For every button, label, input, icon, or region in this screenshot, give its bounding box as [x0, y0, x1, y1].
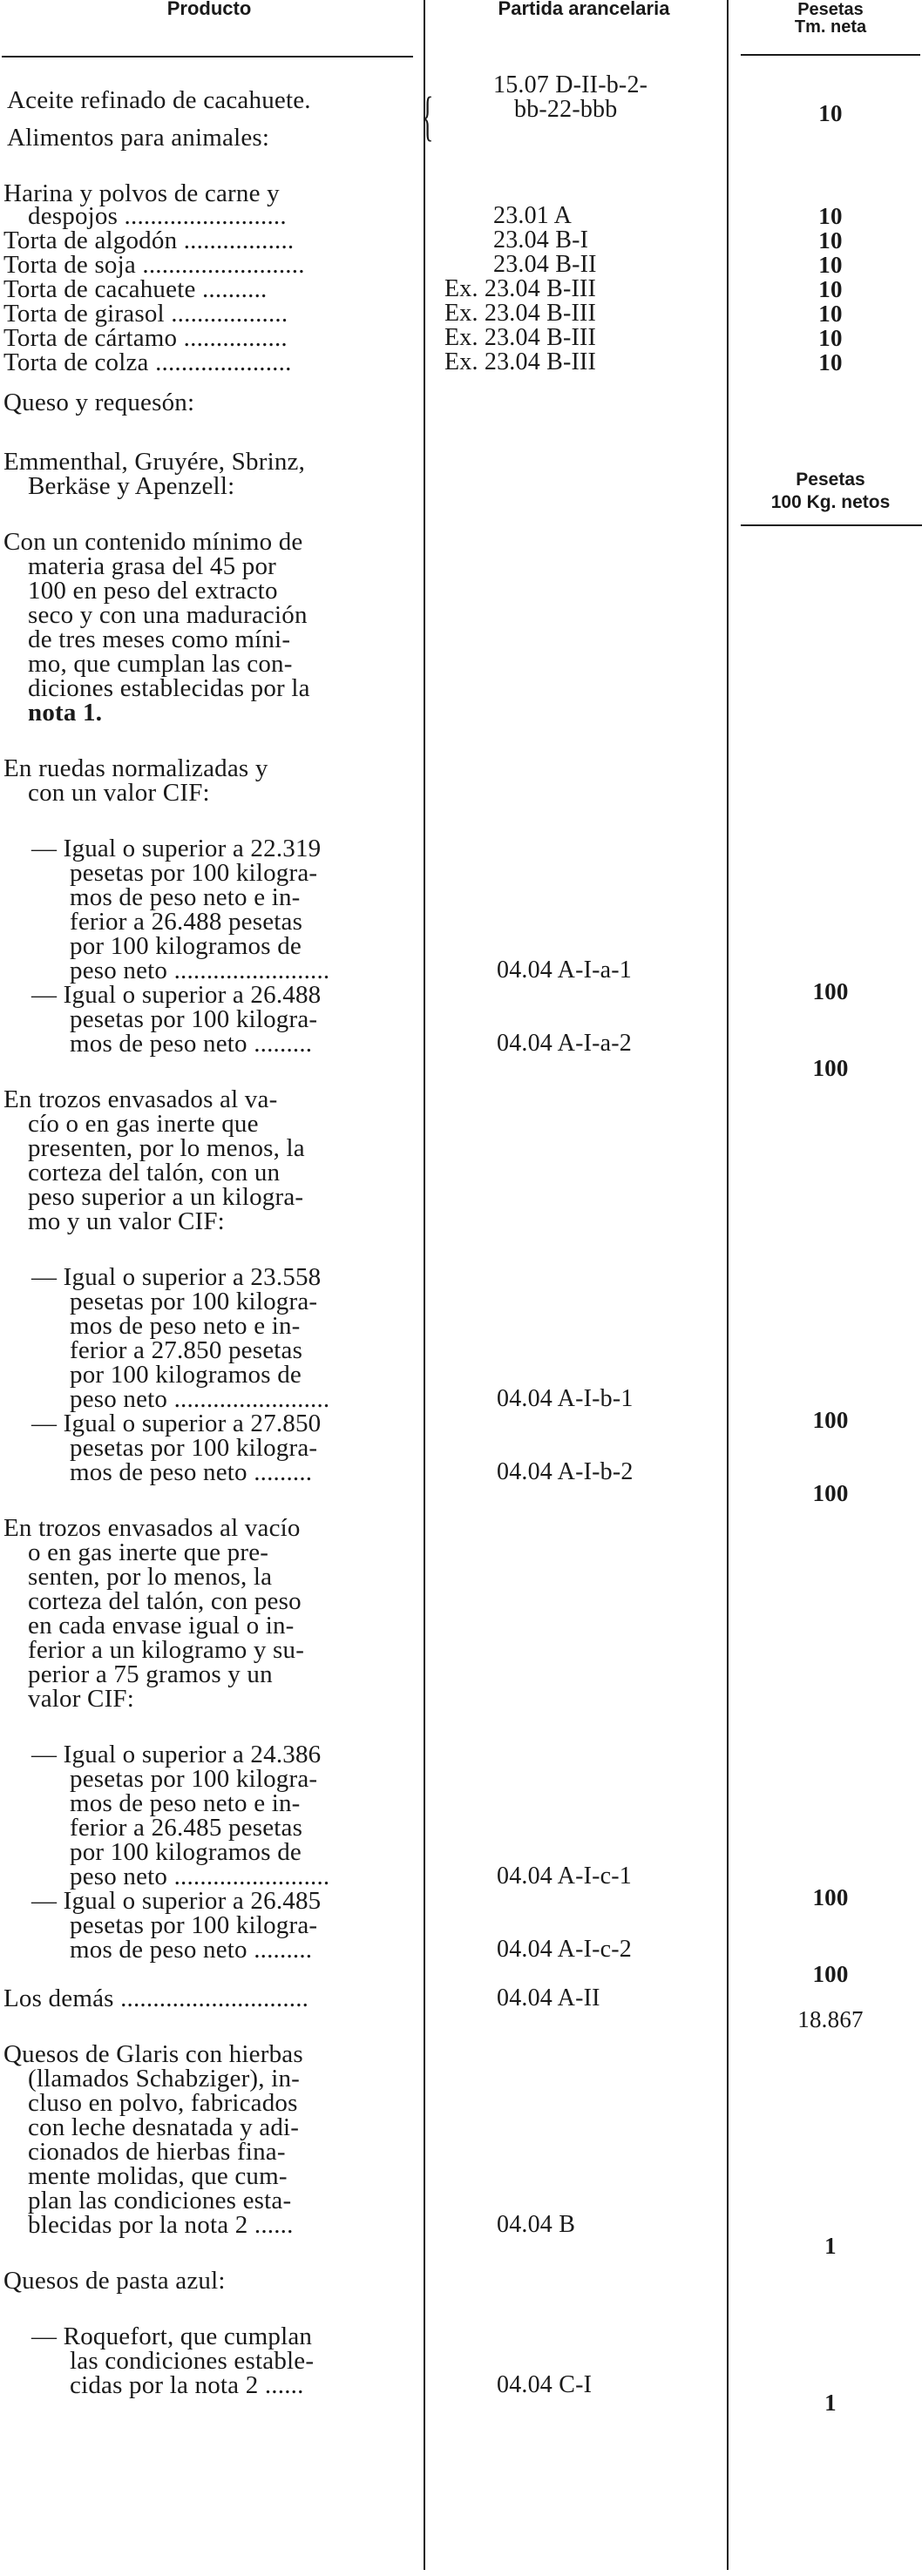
partida-code: 04.04 A-I-a-1 — [497, 957, 633, 984]
product-line: — Igual o superior a 26.488 — [31, 981, 322, 1009]
product-line: nota 1. — [28, 699, 103, 727]
price-value: 10 — [818, 349, 843, 375]
product-line: mos de peso neto e in- — [70, 1789, 301, 1817]
price-value: 100 — [812, 1961, 849, 1987]
column-rule-2 — [727, 0, 729, 2570]
price-value: 100 — [812, 1407, 849, 1433]
partida-code: Ex. 23.04 B-III — [444, 300, 597, 327]
product-line: pesetas por 100 kilogra- — [70, 1005, 318, 1033]
product-line: Aceite refinado de cacahuete. — [7, 86, 311, 114]
product-line: o en gas inerte que pre- — [28, 1538, 269, 1566]
product-line: (llamados Schabziger), in- — [28, 2065, 301, 2093]
brace-symbol: { — [422, 87, 434, 146]
price-value: 10 — [818, 276, 843, 302]
partida-code: 23.04 B-II — [493, 251, 597, 278]
partida-code: 04.04 C-I — [497, 2371, 593, 2398]
product-line: mos de peso neto ......... — [70, 1936, 313, 1964]
product-line: Con un contenido mínimo de — [3, 528, 303, 556]
product-line: mos de peso neto ......... — [70, 1030, 313, 1058]
product-line: Torta de cacahuete .......... — [3, 275, 268, 303]
product-line: Quesos de Glaris con hierbas — [3, 2040, 303, 2068]
header-rule-col3 — [741, 54, 920, 56]
product-line: por 100 kilogramos de — [70, 1361, 302, 1389]
product-line: cidas por la nota 2 ...... — [70, 2371, 304, 2399]
product-line: pesetas por 100 kilogra- — [70, 1911, 318, 1939]
product-line: con un valor CIF: — [28, 779, 210, 807]
header-rule-price-2 — [741, 524, 922, 526]
product-line: ferior a 26.488 pesetas — [70, 908, 303, 936]
price-value: 10 — [818, 227, 843, 254]
header-rule-col1 — [2, 56, 413, 57]
price-value: 1 — [824, 2233, 837, 2259]
product-line: plan las condiciones esta- — [28, 2187, 292, 2214]
product-line: Emmenthal, Gruyére, Sbrinz, — [3, 448, 306, 476]
product-line: Torta de algodón ................. — [3, 226, 295, 254]
price-value: 10 — [818, 325, 843, 351]
header-partida-arancelaria: Partida arancelaria — [498, 0, 670, 19]
product-line: pesetas por 100 kilogra- — [70, 1434, 318, 1462]
product-line: presenten, por lo menos, la — [28, 1134, 305, 1162]
product-line: despojos ......................... — [28, 202, 287, 230]
header-producto: Producto — [166, 0, 252, 19]
product-line: En trozos envasados al va- — [3, 1085, 278, 1113]
product-line: mo, que cumplan las con- — [28, 650, 293, 678]
price-value: 100 — [812, 978, 849, 1004]
partida-code: 04.04 A-I-c-2 — [497, 1936, 633, 1963]
product-line: senten, por lo menos, la — [28, 1563, 273, 1591]
product-line: — Igual o superior a 24.386 — [31, 1741, 322, 1768]
product-line: cionados de hierbas fina- — [28, 2138, 286, 2166]
product-line: Torta de soja ......................... — [3, 251, 305, 279]
product-line: por 100 kilogramos de — [70, 1838, 302, 1866]
partida-code: 15.07 D-II-b-2- — [493, 71, 648, 98]
partida-code: 23.01 A — [493, 202, 573, 229]
product-line: Alimentos para animales: — [7, 124, 270, 152]
product-line: Berkäse y Apenzell: — [28, 472, 235, 500]
partida-code: 04.04 A-I-b-2 — [497, 1458, 634, 1485]
product-line: — Roquefort, que cumplan — [31, 2322, 313, 2350]
partida-code: 04.04 A-I-c-1 — [497, 1863, 633, 1890]
product-line: 100 en peso del extracto — [28, 577, 278, 605]
price-value: 1 — [824, 2390, 837, 2416]
product-line: por 100 kilogramos de — [70, 932, 302, 960]
partida-code: Ex. 23.04 B-III — [444, 348, 597, 375]
product-line: En trozos envasados al vacío — [3, 1514, 301, 1542]
partida-code: Ex. 23.04 B-III — [444, 324, 597, 351]
product-line: materia grasa del 45 por — [28, 552, 277, 580]
header-pesetas: Pesetas — [797, 0, 864, 19]
product-line: valor CIF: — [28, 1685, 135, 1713]
partida-code: 04.04 A-I-a-2 — [497, 1030, 633, 1057]
product-line: — Igual o superior a 27.850 — [31, 1410, 322, 1437]
partida-code: bb-22-bbb — [514, 96, 618, 123]
product-line: pesetas por 100 kilogra- — [70, 1765, 318, 1793]
product-line: pesetas por 100 kilogra- — [70, 1288, 318, 1315]
product-line: seco y con una maduración — [28, 601, 308, 629]
partida-code: 04.04 B — [497, 2211, 576, 2238]
product-line: ferior a 26.485 pesetas — [70, 1814, 303, 1842]
product-line: blecidas por la nota 2 ...... — [28, 2211, 294, 2239]
product-line: en cada envase igual o in- — [28, 1612, 295, 1640]
price-value: 10 — [818, 203, 843, 229]
column-rule-1 — [424, 0, 425, 2570]
price-value: 10 — [818, 100, 843, 126]
product-line: cío o en gas inerte que — [28, 1110, 259, 1138]
header-pesetas-2: Pesetas — [796, 470, 865, 490]
product-line: cluso en polvo, fabricados — [28, 2089, 298, 2117]
product-line: las condiciones estable- — [70, 2347, 315, 2375]
product-line: Torta de cártamo ................ — [3, 324, 288, 352]
product-line: corteza del talón, con un — [28, 1159, 281, 1187]
product-line: Harina y polvos de carne y — [3, 179, 280, 207]
product-line: — Igual o superior a 26.485 — [31, 1887, 322, 1915]
price-value: 100 — [812, 1884, 849, 1910]
product-line: diciones establecidas por la — [28, 674, 310, 702]
product-line: mo y un valor CIF: — [28, 1207, 225, 1235]
header-tm-neta: Tm. neta — [794, 17, 867, 37]
product-line: — Igual o superior a 23.558 — [31, 1263, 322, 1291]
price-value: 18.867 — [797, 2006, 864, 2032]
product-line: ferior a 27.850 pesetas — [70, 1336, 303, 1364]
product-line: mos de peso neto e in- — [70, 1312, 301, 1340]
product-line: En ruedas normalizadas y — [3, 754, 268, 782]
partida-code: 04.04 A-II — [497, 1984, 600, 2011]
product-line: mos de peso neto e in- — [70, 883, 301, 911]
price-value: 100 — [812, 1055, 849, 1081]
price-value: 100 — [812, 1480, 849, 1506]
product-line: — Igual o superior a 22.319 — [31, 835, 322, 862]
product-line: perior a 75 gramos y un — [28, 1660, 273, 1688]
partida-code: Ex. 23.04 B-III — [444, 275, 597, 302]
product-line: Queso y requesón: — [3, 389, 195, 416]
product-line: corteza del talón, con peso — [28, 1587, 302, 1615]
product-line: peso superior a un kilogra- — [28, 1183, 304, 1211]
price-value: 10 — [818, 252, 843, 278]
product-line: ferior a un kilogramo y su- — [28, 1636, 305, 1664]
product-line: Quesos de pasta azul: — [3, 2267, 226, 2295]
header-100-kg-netos: 100 Kg. netos — [770, 492, 891, 512]
product-line: peso neto ........................ — [70, 1385, 330, 1413]
partida-code: 23.04 B-I — [493, 226, 589, 254]
product-line: mente molidas, que cum- — [28, 2162, 288, 2190]
product-line: peso neto ........................ — [70, 957, 330, 984]
product-line: mos de peso neto ......... — [70, 1458, 313, 1486]
price-value: 10 — [818, 301, 843, 327]
partida-code: 04.04 A-I-b-1 — [497, 1385, 634, 1412]
product-line: Los demás ............................. — [3, 1984, 309, 2012]
product-line: de tres meses como míni- — [28, 625, 291, 653]
product-line: pesetas por 100 kilogra- — [70, 859, 318, 887]
product-line: con leche desnatada y adi- — [28, 2113, 300, 2141]
product-line: Torta de girasol .................. — [3, 300, 288, 328]
product-line: Torta de colza ..................... — [3, 348, 292, 376]
product-line: peso neto ........................ — [70, 1863, 330, 1890]
